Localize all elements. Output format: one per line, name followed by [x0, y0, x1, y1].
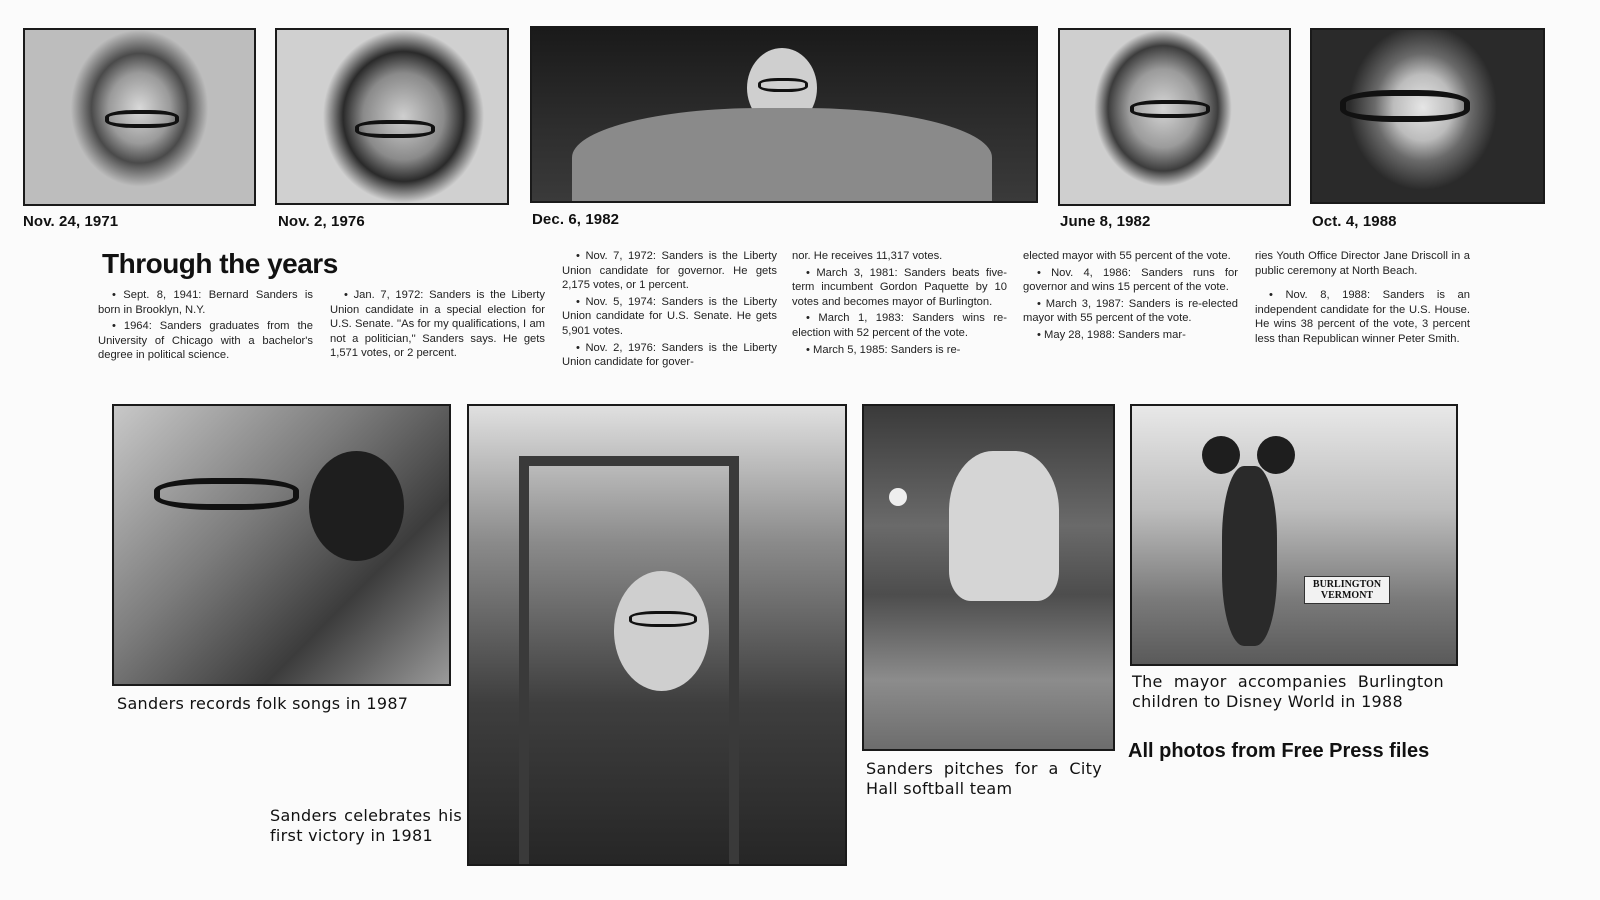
timeline-column-1 [98, 288, 313, 365]
timeline-entry: • Nov. 5, 1974: Sanders is the Liberty Union candidate for U.S. Senate. He gets 5,901 votes. [562, 295, 777, 337]
photo-softball [862, 404, 1115, 751]
timeline-entry: • Nov. 4, 1986: Sanders runs for governor and wins 15 percent of the vote. [1023, 266, 1238, 294]
caption-disney: The mayor accompanies Burlington children to Disney World in 1988 [1132, 672, 1444, 711]
caption-victory: Sanders celebrates his first victory in 1981 [270, 806, 462, 845]
photo-credit: All photos from Free Press files [1128, 740, 1430, 762]
burlington-sign: BURLINGTON VERMONT [1304, 576, 1390, 604]
photo-victory [467, 404, 847, 866]
photo-disney [1130, 404, 1458, 666]
timeline-entry: • Nov. 2, 1976: Sanders is the Liberty Union candidate for gover- [562, 341, 777, 369]
glasses-shape [154, 478, 299, 510]
timeline-entry: • Nov. 8, 1988: Sanders is an independent candidate for the U.S. House. He wins 38 percent of the vote, 3 percent less than Republican winner Peter Smith. [1255, 289, 1470, 345]
photo-1982-speech [530, 26, 1038, 203]
glasses-shape [1340, 90, 1470, 122]
photo-date: Oct. 4, 1988 [1312, 213, 1397, 230]
glasses-shape [629, 611, 697, 627]
photo-june-1982 [1058, 28, 1291, 206]
page-title: Through the years [102, 248, 338, 279]
glasses-shape [1130, 100, 1210, 118]
glasses-shape [758, 78, 808, 92]
face-shape [614, 571, 709, 691]
photo-1988 [1310, 28, 1545, 204]
mickey-ear-right [1257, 436, 1295, 474]
timeline-entry: • Sept. 8, 1941: Bernard Sanders is born in Brooklyn, N.Y. [98, 289, 313, 316]
mickey-ear-left [1202, 436, 1240, 474]
photo-date: June 8, 1982 [1060, 213, 1151, 230]
glasses-shape [105, 110, 179, 128]
timeline-entry: ries Youth Office Director Jane Driscoll in a public ceremony at North Beach. [1255, 250, 1470, 277]
timeline-entry: • Nov. 7, 1972: Sanders is the Liberty Union candidate for governor. He gets 2,175 votes, or 1 percent. [562, 250, 777, 292]
timeline-entry: • March 3, 1981: Sanders beats five-term incumbent Gordon Paquette by 10 votes and becomes mayor of Burlington. [792, 266, 1007, 308]
timeline-column-6 [1255, 249, 1470, 349]
pitcher-body [949, 451, 1059, 601]
photo-1971 [23, 28, 256, 206]
timeline-entry: • 1964: Sanders graduates from the University of Chicago with a bachelor's degree in political science. [98, 320, 313, 362]
timeline-entry: elected mayor with 55 percent of the vote. [1023, 250, 1231, 262]
mickey-body [1222, 466, 1277, 646]
timeline-entry: • March 3, 1987: Sanders is re-elected mayor with 55 percent of the vote. [1023, 297, 1238, 325]
timeline-column-5 [1023, 249, 1238, 345]
timeline-entry: • May 28, 1988: Sanders mar- [1037, 328, 1186, 341]
glasses-shape [355, 120, 435, 138]
timeline-entry: nor. He receives 11,317 votes. [792, 250, 943, 262]
caption-softball: Sanders pitches for a City Hall softball team [866, 759, 1102, 798]
timeline-column-4 [792, 249, 1007, 359]
timeline-column-3 [562, 249, 777, 372]
timeline-column-2 [330, 288, 545, 363]
photo-date: Nov. 2, 1976 [278, 213, 365, 230]
speaker-body [572, 108, 992, 203]
timeline-entry: • March 1, 1983: Sanders wins re-election with 52 percent of the vote. [792, 312, 1007, 339]
photo-date: Nov. 24, 1971 [23, 213, 119, 230]
microphone-shape [309, 451, 404, 561]
photo-1976 [275, 28, 509, 205]
ball-shape [889, 488, 907, 506]
timeline-entry: • March 5, 1985: Sanders is re- [806, 343, 961, 356]
photo-date: Dec. 6, 1982 [532, 211, 620, 228]
timeline-entry: • Jan. 7, 1972: Sanders is the Liberty Union candidate in a special election for U.S. Senate. ''As for my qualifications, I am not a politician,'' Sanders says. He gets 1,571 votes, or 2 percent. [330, 289, 545, 360]
caption-folk-songs: Sanders records folk songs in 1987 [117, 694, 409, 713]
photo-folk-songs [112, 404, 451, 686]
